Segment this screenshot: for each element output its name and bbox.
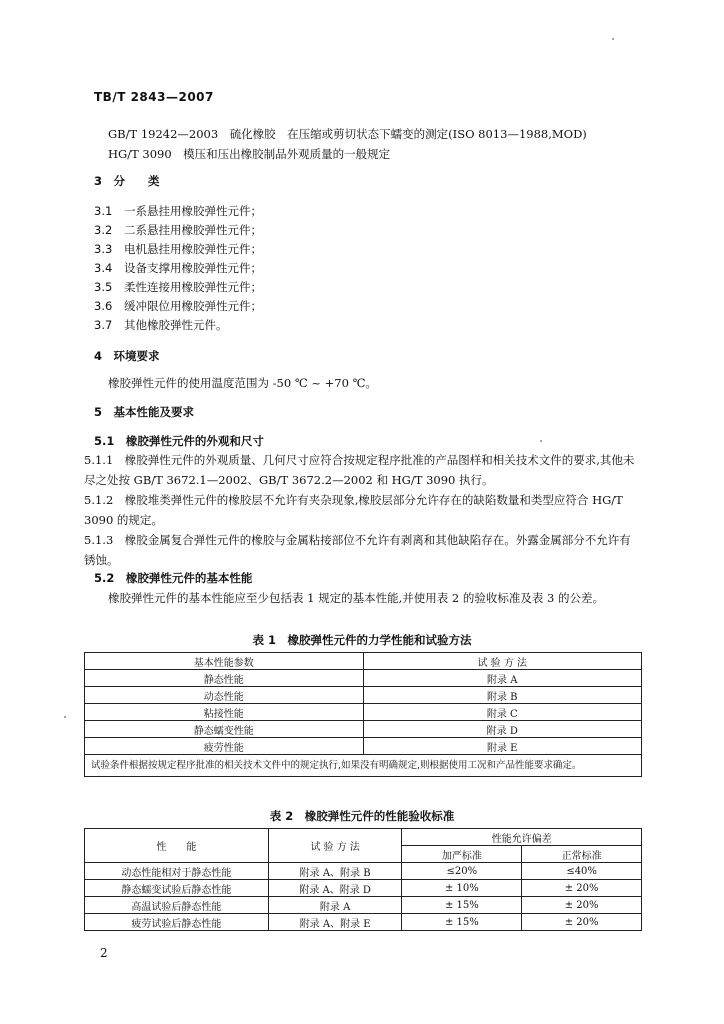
table-cell: ± 20%	[522, 897, 642, 914]
table-cell: 附录 A	[268, 897, 402, 914]
table-row	[85, 914, 642, 931]
table-header: 性 能	[85, 829, 269, 863]
table-header: 基本性能参数	[85, 653, 364, 670]
list-item: 3.1 一系悬挂用橡胶弹性元件；	[94, 204, 262, 218]
table-caption: 表 2 橡胶弹性元件的性能验收标准	[269, 809, 455, 823]
list-item: 3.6 缓冲限位用橡胶弹性元件；	[94, 299, 262, 313]
normative-reference: HG/T 3090 模压和压出橡胶制品外观质量的一般规定	[108, 147, 391, 161]
table-row	[85, 704, 642, 721]
table-cell: 附录 B	[363, 687, 642, 704]
table-cell: 附录 E	[363, 738, 642, 755]
table-cell: 静态蠕变试验后静态性能	[85, 880, 269, 897]
table-caption: 表 1 橡胶弹性元件的力学性能和试验方法	[252, 633, 472, 647]
paragraph: 5.1.1 橡胶弹性元件的外观质量、几何尺寸应符合按规定程序批准的产品图样和相关技术文件的要求,其他未尽之处按 GB/T 3672.1—2002、GB/T 3672.2—2002 和 HG/T 3090 执行。	[84, 453, 635, 487]
paragraph: 橡胶弹性元件的基本性能应至少包括表 1 规定的基本性能,并使用表 2 的验收标准及表 3 的公差。	[108, 591, 605, 605]
table-cell: 附录 A、附录 B	[268, 863, 402, 880]
table-cell: 动态性能相对于静态性能	[85, 863, 269, 880]
table-row	[85, 687, 642, 704]
table-row	[85, 721, 642, 738]
page-number: 2	[100, 946, 108, 960]
table-row	[85, 880, 642, 897]
mechanical-properties-table	[84, 652, 642, 777]
paragraph: 5.1.3 橡胶金属复合弹性元件的橡胶与金属粘接部位不允许有剥离和其他缺陷存在。外露金属部分不允许有锈蚀。	[84, 533, 631, 567]
normative-reference: GB/T 19242—2003 硫化橡胶 在压缩或剪切状态下蠕变的测定(ISO 8013—1988,MOD)	[108, 127, 587, 141]
table-cell: 附录 A、附录 E	[268, 914, 402, 931]
table-cell: 附录 A、附录 D	[268, 880, 402, 897]
scan-speck	[64, 716, 66, 718]
table-cell: 附录 A	[363, 670, 642, 687]
standard-number-header: TB/T 2843—2007	[94, 90, 214, 104]
section-heading: 4 环境要求	[94, 349, 160, 363]
table-header: 加严标准	[402, 846, 522, 863]
paragraph: 橡胶弹性元件的使用温度范围为 -50 ℃ ~ +70 ℃。	[108, 376, 377, 390]
table-cell: ± 20%	[522, 914, 642, 931]
table-row	[85, 863, 642, 880]
table-cell: ± 20%	[522, 880, 642, 897]
table-cell: 疲劳性能	[85, 738, 364, 755]
table-cell: 动态性能	[85, 687, 364, 704]
table-header: 试 验 方 法	[268, 829, 402, 863]
scan-speck	[612, 38, 614, 40]
table-cell: 疲劳试验后静态性能	[85, 914, 269, 931]
table-cell: ≤20%	[402, 863, 522, 880]
table-cell: 附录 C	[363, 704, 642, 721]
table-cell: ± 10%	[402, 880, 522, 897]
table-cell: ≤40%	[522, 863, 642, 880]
list-item: 3.4 设备支撑用橡胶弹性元件；	[94, 261, 262, 275]
table-row	[85, 738, 642, 755]
acceptance-criteria-table	[84, 828, 642, 931]
list-item: 3.3 电机悬挂用橡胶弹性元件；	[94, 242, 262, 256]
table-cell: 静态性能	[85, 670, 364, 687]
section-heading: 5 基本性能及要求	[94, 405, 195, 419]
table-cell: 高温试验后静态性能	[85, 897, 269, 914]
table-cell: 静态蠕变性能	[85, 721, 364, 738]
table-header: 试 验 方 法	[363, 653, 642, 670]
subsection-heading: 5.1 橡胶弹性元件的外观和尺寸	[94, 434, 264, 448]
table-cell: ± 15%	[402, 914, 522, 931]
table-row	[85, 897, 642, 914]
list-item: 3.5 柔性连接用橡胶弹性元件；	[94, 280, 262, 294]
scan-speck	[540, 440, 542, 442]
section-heading: 3 分 类	[94, 174, 160, 188]
table-note: 试验条件根据按规定程序批准的相关技术文件中的规定执行,如果没有明确规定,则根据使用工况和产品性能要求确定。	[85, 755, 642, 777]
table-cell: 粘接性能	[85, 704, 364, 721]
subsection-heading: 5.2 橡胶弹性元件的基本性能	[94, 571, 253, 585]
list-item: 3.2 二系悬挂用橡胶弹性元件；	[94, 223, 262, 237]
paragraph: 5.1.2 橡胶堆类弹性元件的橡胶层不允许有夹杂现象,橡胶层部分允许存在的缺陷数量和类型应符合 HG/T 3090 的规定。	[84, 493, 623, 527]
table-row	[85, 670, 642, 687]
table-cell: 附录 D	[363, 721, 642, 738]
table-cell: ± 15%	[402, 897, 522, 914]
list-item: 3.7 其他橡胶弹性元件。	[94, 318, 228, 332]
table-header: 正常标准	[522, 846, 642, 863]
table-header: 性能允许偏差	[402, 829, 642, 846]
